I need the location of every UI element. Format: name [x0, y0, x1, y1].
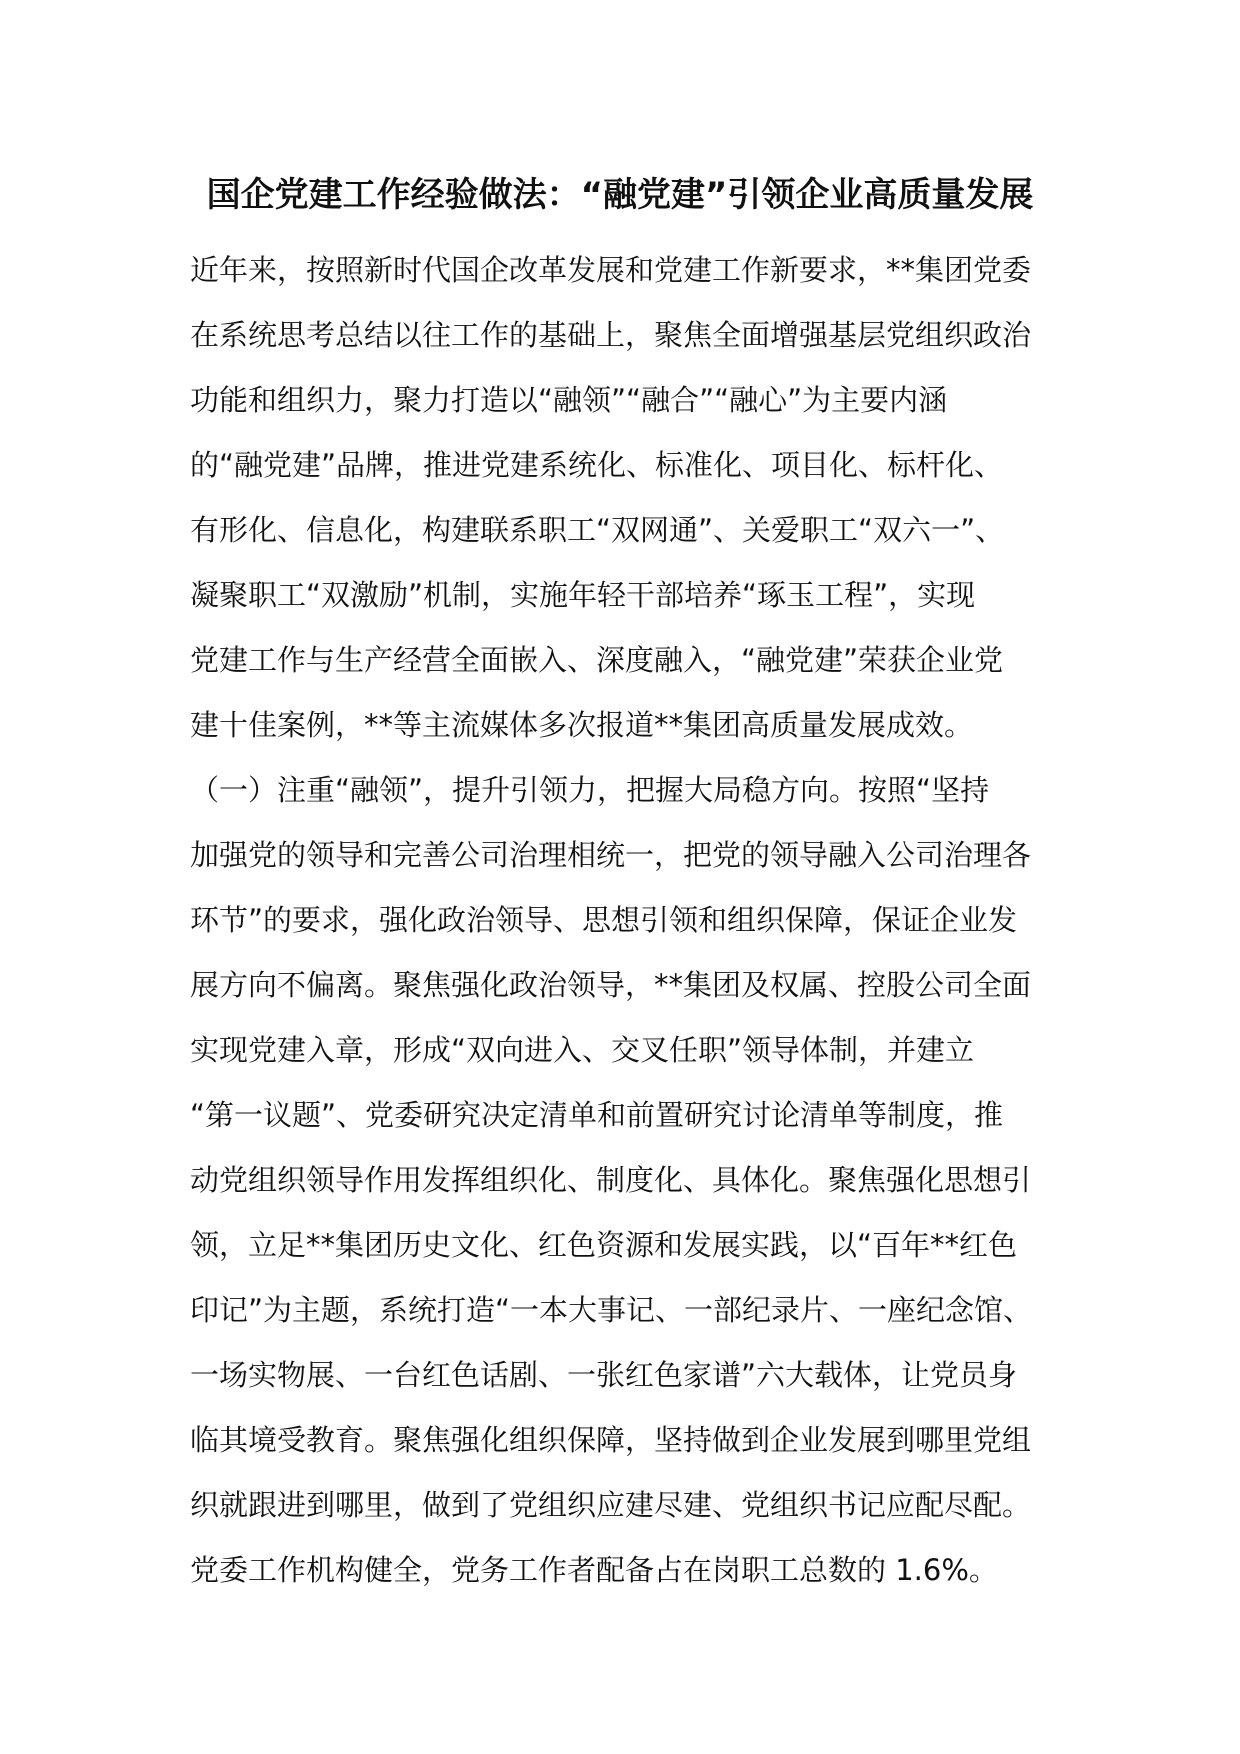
body-line: 功能和组织力，聚力打造以“融领”“融合”“融心”为主要内涵 [190, 383, 948, 417]
document-body [190, 238, 1090, 1603]
body-line: 印记”为主题，系统打造“一本大事记、一部纪录片、一座纪念馆、 [190, 1293, 1033, 1327]
body-line: 织就跟进到哪里，做到了党组织应建尽建、党组织书记应配尽配。 [190, 1488, 1032, 1522]
body-line: 建十佳案例，**等主流媒体多次报道**集团高质量发展成效。 [190, 708, 974, 742]
body-line: 凝聚职工“双激励”机制，实施年轻干部培养“琢玉工程”，实现 [190, 578, 976, 612]
body-line: 加强党的领导和完善公司治理相统一，把党的领导融入公司治理各 [190, 838, 1032, 872]
body-line: 领，立足**集团历史文化、红色资源和发展实践，以“百年**红色 [190, 1228, 1018, 1262]
body-line: 党建工作与生产经营全面嵌入、深度融入，“融党建”荣获企业党 [190, 643, 1004, 677]
body-line: 近年来，按照新时代国企改革发展和党建工作新要求，**集团党委 [190, 253, 1032, 287]
body-line: 动党组织领导作用发挥组织化、制度化、具体化。聚焦强化思想引 [190, 1163, 1032, 1197]
body-line: 临其境受教育。聚焦强化组织保障，坚持做到企业发展到哪里党组 [190, 1423, 1032, 1457]
document-title: 国企党建工作经验做法：“融党建”引领企业高质量发展 [206, 175, 1034, 215]
body-line: （一）注重“融领”，提升引领力，把握大局稳方向。按照“坚持 [190, 773, 990, 807]
body-line: 一场实物展、一台红色话剧、一张红色家谱”六大载体，让党员身 [190, 1358, 1018, 1392]
body-line: 有形化、信息化，构建联系职工“双网通”、关爱职工“双六一”、 [190, 513, 1005, 547]
body-line: 党委工作机构健全，党务工作者配备占在岗职工总数的 1.6%。 [190, 1553, 998, 1587]
body-line: 在系统思考总结以往工作的基础上，聚焦全面增强基层党组织政治 [190, 318, 1032, 352]
body-line: 实现党建入章，形成“双向进入、交叉任职”领导体制，并建立 [190, 1033, 975, 1067]
body-line: 环节”的要求，强化政治领导、思想引领和组织保障，保证企业发 [190, 903, 1018, 937]
body-line: 展方向不偏离。聚焦强化政治领导，**集团及权属、控股公司全面 [190, 968, 1032, 1002]
body-line: “第一议题”、党委研究决定清单和前置研究讨论清单等制度，推 [190, 1098, 1004, 1132]
body-line: 的“融党建”品牌，推进党建系统化、标准化、项目化、标杆化、 [190, 448, 1004, 482]
